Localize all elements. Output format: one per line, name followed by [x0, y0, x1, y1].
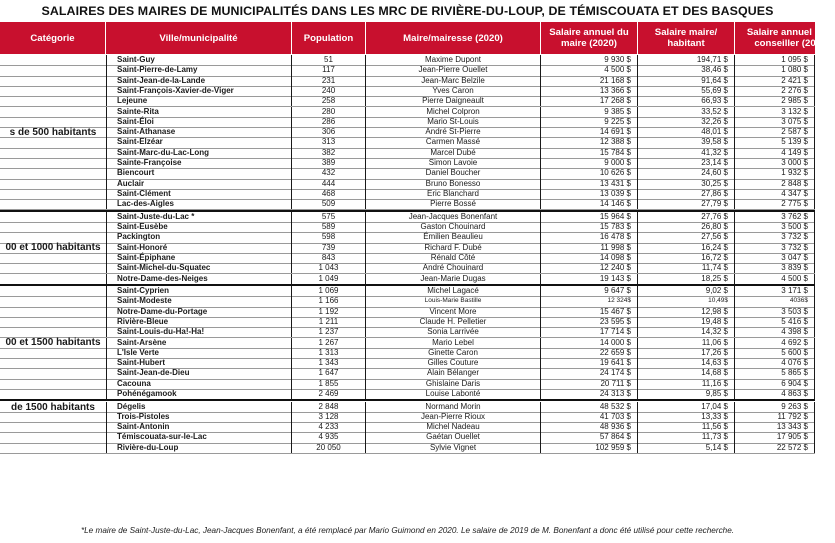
cell-ville: Auclair [106, 179, 292, 189]
cell-maire: Sonia Larrivée [366, 327, 541, 337]
cell-maire: Jean-Marc Belzile [366, 76, 541, 86]
cell-population: 20 050 [292, 443, 366, 453]
cell-population: 382 [292, 148, 366, 158]
cell-ville: Lejeune [106, 96, 292, 106]
cell-population: 1 647 [292, 368, 366, 378]
cell-salaire-conseiller: 6 904 $ [735, 379, 815, 389]
cell-ville: Saint-Hubert [106, 358, 292, 368]
cell-salaire-habitant: 41,32 $ [638, 148, 735, 158]
cell-population: 1 192 [292, 307, 366, 317]
cell-maire: Alain Bélanger [366, 368, 541, 378]
cell-population: 468 [292, 189, 366, 199]
cell-salaire-annuel: 19 143 $ [541, 274, 638, 284]
cell-salaire-habitant: 17,26 $ [638, 348, 735, 358]
cell-salaire-habitant: 38,46 $ [638, 65, 735, 75]
cell-population: 3 128 [292, 412, 366, 422]
cell-population: 509 [292, 199, 366, 209]
cell-salaire-conseiller: 3 000 $ [735, 158, 815, 168]
cell-salaire-conseiller: 3 839 $ [735, 263, 815, 273]
cell-maire: Mario St-Louis [366, 117, 541, 127]
cell-ville: Saint-Antonin [106, 422, 292, 432]
cell-salaire-annuel: 21 168 $ [541, 76, 638, 86]
cell-population: 1 267 [292, 338, 366, 348]
cell-salaire-annuel: 13 039 $ [541, 189, 638, 199]
cell-maire: Vincent More [366, 307, 541, 317]
cell-population: 1 043 [292, 263, 366, 273]
cell-ville: Saint-Athanase [106, 127, 292, 137]
cell-salaire-conseiller: 4 500 $ [735, 274, 815, 284]
cell-maire: Maxime Dupont [366, 55, 541, 65]
cell-salaire-annuel: 9 930 $ [541, 55, 638, 65]
cell-salaire-annuel: 16 478 $ [541, 232, 638, 242]
cell-salaire-annuel: 102 959 $ [541, 443, 638, 453]
cell-salaire-annuel: 41 703 $ [541, 412, 638, 422]
cell-salaire-annuel: 14 000 $ [541, 338, 638, 348]
cell-salaire-conseiller: 2 848 $ [735, 179, 815, 189]
cell-ville: Trois-Pistoles [106, 412, 292, 422]
cell-salaire-conseiller: 4 347 $ [735, 189, 815, 199]
cell-salaire-annuel: 9 225 $ [541, 117, 638, 127]
cell-salaire-conseiller: 2 775 $ [735, 199, 815, 209]
cell-salaire-habitant: 12,98 $ [638, 307, 735, 317]
cell-salaire-habitant: 17,04 $ [638, 402, 735, 412]
cell-population: 286 [292, 117, 366, 127]
cell-population: 4 233 [292, 422, 366, 432]
cell-salaire-conseiller: 3 500 $ [735, 222, 815, 232]
cell-salaire-habitant: 26,80 $ [638, 222, 735, 232]
cell-salaire-habitant: 16,72 $ [638, 253, 735, 263]
cell-maire: Jean-Marie Dugas [366, 274, 541, 284]
cell-ville: Témiscouata-sur-le-Lac [106, 432, 292, 442]
cell-maire: Carmen Massé [366, 137, 541, 147]
cell-salaire-annuel: 10 626 $ [541, 168, 638, 178]
cell-salaire-habitant: 13,33 $ [638, 412, 735, 422]
cell-ville: Cacouna [106, 379, 292, 389]
cell-salaire-annuel: 15 467 $ [541, 307, 638, 317]
cell-salaire-annuel: 17 268 $ [541, 96, 638, 106]
cell-population: 117 [292, 65, 366, 75]
cell-maire: Louise Labonté [366, 389, 541, 399]
cell-maire: Bruno Bonesso [366, 179, 541, 189]
cell-maire: Normand Morin [366, 402, 541, 412]
cell-salaire-conseiller: 5 600 $ [735, 348, 815, 358]
cell-maire: André Chouinard [366, 263, 541, 273]
cell-population: 4 935 [292, 432, 366, 442]
cell-salaire-habitant: 91,64 $ [638, 76, 735, 86]
cell-maire: Jean-Pierre Rioux [366, 412, 541, 422]
cell-population: 444 [292, 179, 366, 189]
cell-salaire-conseiller: 3 503 $ [735, 307, 815, 317]
cell-population: 2 469 [292, 389, 366, 399]
cell-maire: Daniel Boucher [366, 168, 541, 178]
cell-population: 575 [292, 212, 366, 222]
cell-population: 231 [292, 76, 366, 86]
cell-maire: Jean-Pierre Ouellet [366, 65, 541, 75]
cell-salaire-habitant: 23,14 $ [638, 158, 735, 168]
cell-salaire-habitant: 18,25 $ [638, 274, 735, 284]
cell-salaire-annuel: 23 595 $ [541, 317, 638, 327]
cell-salaire-annuel: 22 659 $ [541, 348, 638, 358]
cell-ville: Saint-Modeste [106, 296, 292, 306]
cell-salaire-conseiller: 2 587 $ [735, 127, 815, 137]
cell-salaire-conseiller: 2 421 $ [735, 76, 815, 86]
cell-salaire-annuel: 12 388 $ [541, 137, 638, 147]
cell-salaire-annuel: 11 998 $ [541, 243, 638, 253]
cell-salaire-annuel: 14 098 $ [541, 253, 638, 263]
cell-salaire-habitant: 55,69 $ [638, 86, 735, 96]
cell-salaire-habitant: 9,85 $ [638, 389, 735, 399]
cell-salaire-annuel: 13 431 $ [541, 179, 638, 189]
cell-ville: Saint-Honoré [106, 243, 292, 253]
cell-salaire-conseiller: 13 343 $ [735, 422, 815, 432]
cell-maire: Mario Lebel [366, 338, 541, 348]
cell-population: 1 343 [292, 358, 366, 368]
cell-ville: Saint-Guy [106, 55, 292, 65]
cell-salaire-annuel: 48 532 $ [541, 402, 638, 412]
cell-ville: Saint-Eusèbe [106, 222, 292, 232]
cell-salaire-habitant: 11,74 $ [638, 263, 735, 273]
cell-ville: Saint-Pierre-de-Lamy [106, 65, 292, 75]
cell-ville: Saint-Arsène [106, 338, 292, 348]
cell-population: 589 [292, 222, 366, 232]
cell-salaire-habitant: 66,93 $ [638, 96, 735, 106]
cell-salaire-conseiller: 2 985 $ [735, 96, 815, 106]
cell-maire: Michel Nadeau [366, 422, 541, 432]
cell-population: 432 [292, 168, 366, 178]
cell-salaire-annuel: 12 240 $ [541, 263, 638, 273]
cell-salaire-habitant: 27,56 $ [638, 232, 735, 242]
cell-salaire-annuel: 15 784 $ [541, 148, 638, 158]
cell-salaire-habitant: 10,49$ [638, 296, 735, 306]
cell-salaire-annuel: 14 691 $ [541, 127, 638, 137]
cell-population: 1 313 [292, 348, 366, 358]
cell-population: 313 [292, 137, 366, 147]
cell-salaire-conseiller: 4 076 $ [735, 358, 815, 368]
cell-population: 1 237 [292, 327, 366, 337]
cell-maire: Pierre Daigneault [366, 96, 541, 106]
cell-salaire-habitant: 11,73 $ [638, 432, 735, 442]
cell-ville: Rivière-Bleue [106, 317, 292, 327]
cell-salaire-habitant: 9,02 $ [638, 286, 735, 296]
cell-salaire-habitant: 27,86 $ [638, 189, 735, 199]
cell-salaire-habitant: 24,60 $ [638, 168, 735, 178]
cell-population: 1 855 [292, 379, 366, 389]
header-population: Population [292, 22, 366, 54]
header-maire: Maire/mairesse (2020) [366, 22, 541, 54]
cell-salaire-conseiller: 1 095 $ [735, 55, 815, 65]
cell-salaire-annuel: 15 964 $ [541, 212, 638, 222]
cell-population: 2 848 [292, 402, 366, 412]
cell-salaire-habitant: 32,26 $ [638, 117, 735, 127]
cell-ville: Biencourt [106, 168, 292, 178]
category-label: 00 et 1000 habitants [5, 242, 101, 254]
cell-salaire-conseiller: 5 865 $ [735, 368, 815, 378]
cell-maire: Simon Lavoie [366, 158, 541, 168]
cell-population: 843 [292, 253, 366, 263]
cell-maire: Jean-Jacques Bonenfant [366, 212, 541, 222]
cell-ville: Rivière-du-Loup [106, 443, 292, 453]
cell-salaire-conseiller: 5 416 $ [735, 317, 815, 327]
cell-maire: Michel Lagacé [366, 286, 541, 296]
cell-salaire-annuel: 4 500 $ [541, 65, 638, 75]
cell-salaire-conseiller: 4 692 $ [735, 338, 815, 348]
cell-salaire-annuel: 17 714 $ [541, 327, 638, 337]
cell-maire: Ginette Caron [366, 348, 541, 358]
cell-ville: Saint-Épiphane [106, 253, 292, 263]
cell-population: 280 [292, 107, 366, 117]
cell-salaire-conseiller: 9 263 $ [735, 402, 815, 412]
cell-salaire-conseiller: 11 792 $ [735, 412, 815, 422]
cell-salaire-habitant: 27,79 $ [638, 199, 735, 209]
cell-population: 389 [292, 158, 366, 168]
cell-maire: Marcel Dubé [366, 148, 541, 158]
header-ville: Ville/municipalité [106, 22, 292, 54]
cell-salaire-habitant: 11,06 $ [638, 338, 735, 348]
cell-salaire-annuel: 9 647 $ [541, 286, 638, 296]
cell-salaire-conseiller: 4036$ [735, 296, 815, 306]
category-label: de 1500 habitants [11, 401, 95, 413]
cell-maire: Pierre Bossé [366, 199, 541, 209]
cell-population: 258 [292, 96, 366, 106]
cell-maire: Richard F. Dubé [366, 243, 541, 253]
cell-salaire-habitant: 14,63 $ [638, 358, 735, 368]
cell-ville: Saint-Éloi [106, 117, 292, 127]
cell-salaire-habitant: 30,25 $ [638, 179, 735, 189]
cell-ville: Saint-Juste-du-Lac * [106, 212, 292, 222]
cell-salaire-annuel: 24 174 $ [541, 368, 638, 378]
cell-ville: Saint-Michel-du-Squatec [106, 263, 292, 273]
cell-salaire-conseiller: 3 762 $ [735, 212, 815, 222]
cell-salaire-conseiller: 22 572 $ [735, 443, 815, 453]
cell-salaire-annuel: 20 711 $ [541, 379, 638, 389]
cell-salaire-annuel: 14 146 $ [541, 199, 638, 209]
cell-ville: Sainte-Françoise [106, 158, 292, 168]
cell-salaire-habitant: 27,76 $ [638, 212, 735, 222]
cell-maire: Gilles Couture [366, 358, 541, 368]
cell-salaire-annuel: 57 864 $ [541, 432, 638, 442]
cell-salaire-annuel: 19 641 $ [541, 358, 638, 368]
header-salaire-habitant: Salaire maire/ habitant [638, 22, 735, 54]
cell-population: 1 069 [292, 286, 366, 296]
table-header [0, 22, 824, 54]
cell-salaire-habitant: 14,68 $ [638, 368, 735, 378]
cell-maire: Rénald Côté [366, 253, 541, 263]
cell-salaire-conseiller: 4 398 $ [735, 327, 815, 337]
cell-population: 240 [292, 86, 366, 96]
cell-ville: L'Isle Verte [106, 348, 292, 358]
cell-salaire-habitant: 11,56 $ [638, 422, 735, 432]
cell-population: 739 [292, 243, 366, 253]
cell-maire: Louis-Marie Bastille [366, 296, 541, 306]
cell-salaire-habitant: 11,16 $ [638, 379, 735, 389]
cell-salaire-conseiller: 1 932 $ [735, 168, 815, 178]
cell-salaire-annuel: 12 324$ [541, 296, 638, 306]
cell-population: 1 211 [292, 317, 366, 327]
cell-maire: Eric Blanchard [366, 189, 541, 199]
cell-salaire-conseiller: 4 863 $ [735, 389, 815, 399]
cell-ville: Dégelis [106, 402, 292, 412]
cell-salaire-habitant: 16,24 $ [638, 243, 735, 253]
cell-salaire-habitant: 5,14 $ [638, 443, 735, 453]
cell-ville: Packington [106, 232, 292, 242]
cell-ville: Saint-François-Xavier-de-Viger [106, 86, 292, 96]
cell-ville: Notre-Dame-du-Portage [106, 307, 292, 317]
cell-ville: Notre-Dame-des-Neiges [106, 274, 292, 284]
cell-maire: Gaston Chouinard [366, 222, 541, 232]
cell-maire: Ghislaine Daris [366, 379, 541, 389]
cell-maire: Claude H. Pelletier [366, 317, 541, 327]
cell-salaire-conseiller: 4 149 $ [735, 148, 815, 158]
cell-ville: Saint-Louis-du-Ha!-Ha! [106, 327, 292, 337]
cell-ville: Saint-Jean-de-la-Lande [106, 76, 292, 86]
cell-salaire-annuel: 15 783 $ [541, 222, 638, 232]
cell-ville: Pohénégamook [106, 389, 292, 399]
category-label: 00 et 1500 habitants [5, 337, 101, 349]
cell-salaire-conseiller: 3 132 $ [735, 107, 815, 117]
cell-salaire-habitant: 194,71 $ [638, 55, 735, 65]
cell-salaire-conseiller: 3 047 $ [735, 253, 815, 263]
header-salaire-conseiller: Salaire annuel m conseiller (20 [746, 27, 824, 49]
cell-salaire-habitant: 39,58 $ [638, 137, 735, 147]
cell-salaire-habitant: 33,52 $ [638, 107, 735, 117]
cell-salaire-annuel: 9 000 $ [541, 158, 638, 168]
cell-maire: Gaétan Ouellet [366, 432, 541, 442]
cell-ville: Sainte-Rita [106, 107, 292, 117]
cell-ville: Saint-Marc-du-Lac-Long [106, 148, 292, 158]
cell-population: 1 166 [292, 296, 366, 306]
cell-maire: Émilien Beaulieu [366, 232, 541, 242]
page-title: SALAIRES DES MAIRES DE MUNICIPALITÉS DANS LES MRC DE RIVIÈRE-DU-LOUP, DE TÉMISCOUATA ET DES BASQUES [41, 4, 774, 18]
cell-salaire-habitant: 19,48 $ [638, 317, 735, 327]
cell-population: 1 049 [292, 274, 366, 284]
cell-salaire-conseiller: 2 276 $ [735, 86, 815, 96]
cell-ville: Saint-Cyprien [106, 286, 292, 296]
cell-salaire-conseiller: 3 732 $ [735, 243, 815, 253]
cell-salaire-conseiller: 3 075 $ [735, 117, 815, 127]
category-label: s de 500 habitants [9, 126, 97, 138]
cell-salaire-annuel: 13 366 $ [541, 86, 638, 96]
cell-salaire-conseiller: 1 080 $ [735, 65, 815, 75]
cell-salaire-conseiller: 3 732 $ [735, 232, 815, 242]
cell-salaire-conseiller: 5 139 $ [735, 137, 815, 147]
cell-population: 306 [292, 127, 366, 137]
cell-salaire-conseiller: 17 905 $ [735, 432, 815, 442]
cell-ville: Saint-Clément [106, 189, 292, 199]
table-row [0, 443, 815, 454]
cell-maire: André St-Pierre [366, 127, 541, 137]
cell-population: 51 [292, 55, 366, 65]
header-salaire-annuel: Salaire annuel du maire (2020) [541, 22, 638, 54]
cell-salaire-habitant: 48,01 $ [638, 127, 735, 137]
cell-ville: Saint-Jean-de-Dieu [106, 368, 292, 378]
cell-salaire-annuel: 48 936 $ [541, 422, 638, 432]
cell-maire: Michel Colpron [366, 107, 541, 117]
cell-ville: Saint-Elzéar [106, 137, 292, 147]
cell-maire: Yves Caron [366, 86, 541, 96]
header-categorie: Catégorie [0, 22, 106, 54]
cell-salaire-annuel: 24 313 $ [541, 389, 638, 399]
cell-salaire-annuel: 9 385 $ [541, 107, 638, 117]
cell-maire: Sylvie Vignet [366, 443, 541, 453]
cell-ville: Lac-des-Aigles [106, 199, 292, 209]
cell-population: 598 [292, 232, 366, 242]
cell-salaire-conseiller: 3 171 $ [735, 286, 815, 296]
footnote: *Le maire de Saint-Juste-du-Lac, Jean-Jacques Bonenfant, a été remplacé par Mario Guimond en 2020. Le salaire de 2019 de M. Bonenfant a donc été utilisé pour cette recherche. [80, 526, 735, 535]
cell-salaire-habitant: 14,32 $ [638, 327, 735, 337]
